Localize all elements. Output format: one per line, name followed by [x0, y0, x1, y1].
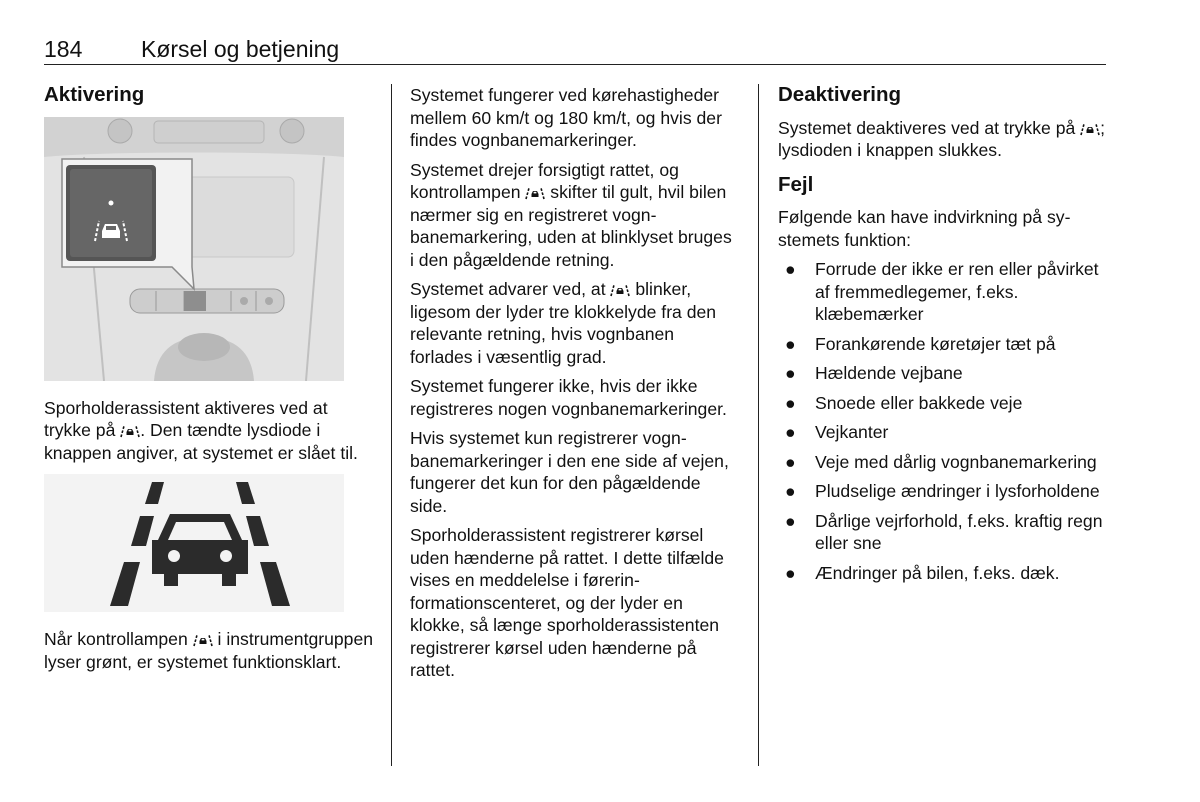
list-item: ● Pludselige ændringer i lysforholdene — [785, 481, 1100, 501]
bullet-icon: ● — [785, 333, 796, 354]
lane-assist-symbol-illustration — [44, 474, 344, 612]
paragraph-faults-intro: Følgende kan have indvirkning på systemets funktion: — [778, 207, 1071, 250]
list-item: ● Vejkanter — [785, 422, 889, 442]
bullet-icon: ● — [785, 481, 796, 501]
column-1 — [44, 84, 374, 680]
center-console-photo — [44, 117, 344, 381]
column-3 — [778, 84, 1108, 591]
column-2 — [410, 84, 740, 689]
list-item: ● Snoede eller bakkede veje — [785, 392, 1023, 413]
lane-keep-assist-icon — [525, 186, 545, 200]
bullet-icon: ● — [785, 562, 796, 583]
list-item: ● Forrude der ikke er ren eller påvirket af fremmedlegemer, f.eks. klæbemærker — [785, 259, 1099, 324]
paragraph-speed-range: Systemet fungerer ved kørehastigheder mellem 60 km/t og 180 km/t, og hvis der findes vognbanemarkeringer. — [410, 85, 722, 150]
column-divider-1 — [391, 84, 392, 766]
bullet-icon: ● — [785, 392, 796, 413]
paragraph-steering: Systemet drejer forsigtigt rattet, og kontrollampen skifter til gult, hvil bilen nærmer sig en registreret vognbanemarkering, uden at blinklyset bruges i den pågældende retning. — [410, 159, 732, 270]
list-item: ● Dårlige vejrforhold, f.eks. kraftig regn eller sne — [785, 510, 1103, 553]
chapter-title: Kørsel og betjening — [141, 36, 340, 62]
bullet-icon: ● — [785, 259, 796, 279]
paragraph-indicator-green: Når kontrollampen i instrumentgruppen lyser grønt, er systemet funktionsklart. — [44, 629, 374, 672]
lane-keep-assist-icon — [193, 633, 213, 647]
list-item: ● Veje med dårlig vognbanemarkering — [785, 451, 1097, 472]
paragraph-no-markings: Systemet fungerer ikke, hvis der ikke registreres nogen vognbanemarkeringer. — [410, 376, 727, 419]
page-header — [44, 34, 1106, 65]
column-divider-2 — [758, 84, 759, 766]
page-number: 184 — [44, 36, 83, 62]
heading-deaktivering: Deaktivering — [778, 83, 902, 106]
fault-list — [778, 258, 1108, 584]
bullet-icon: ● — [785, 363, 796, 383]
paragraph-hands-off: Sporholderassistent registrerer kørsel uden hænderne på rattet. I dette tilfælde vises en meddelelse i førerinformationscenteret, og der lyder en klokke, så længe sporholderassistenten registrerer kørsel uden hænderne på rattet. — [410, 525, 724, 680]
paragraph-activation: Sporholderassistent aktiveres ved at trykke på . Den tændte lysdiode i knappen angiver, at systemet er slået til. — [44, 397, 358, 463]
bullet-icon: ● — [785, 422, 796, 442]
heading-fejl: Fejl — [778, 172, 814, 196]
list-item: ● Hældende vejbane — [785, 363, 963, 383]
paragraph-warning: Systemet advarer ved, at blinker, ligesom der lyder tre klokkelyde fra den relevante retning, hvis vognbanen forlades i væsentlig grad. — [410, 279, 717, 367]
paragraph-one-side: Hvis systemet kun registrerer vognbanemarkeringer i den ene side af vejen, fungerer det kun for den pågældende side. — [410, 428, 729, 516]
list-item: ● Ændringer på bilen, f.eks. dæk. — [785, 562, 1060, 583]
list-item: ● Forankørende køretøjer tæt på — [785, 333, 1056, 354]
lane-keep-assist-icon — [120, 424, 140, 438]
bullet-icon: ● — [785, 451, 796, 472]
lane-keep-assist-icon — [1080, 122, 1100, 136]
lane-keep-assist-icon — [610, 283, 630, 297]
heading-aktivering: Aktivering — [44, 83, 145, 106]
bullet-icon: ● — [785, 510, 796, 531]
paragraph-deactivation: Systemet deaktiveres ved at trykke på ; lysdioden i knappen slukkes. — [778, 117, 1106, 160]
